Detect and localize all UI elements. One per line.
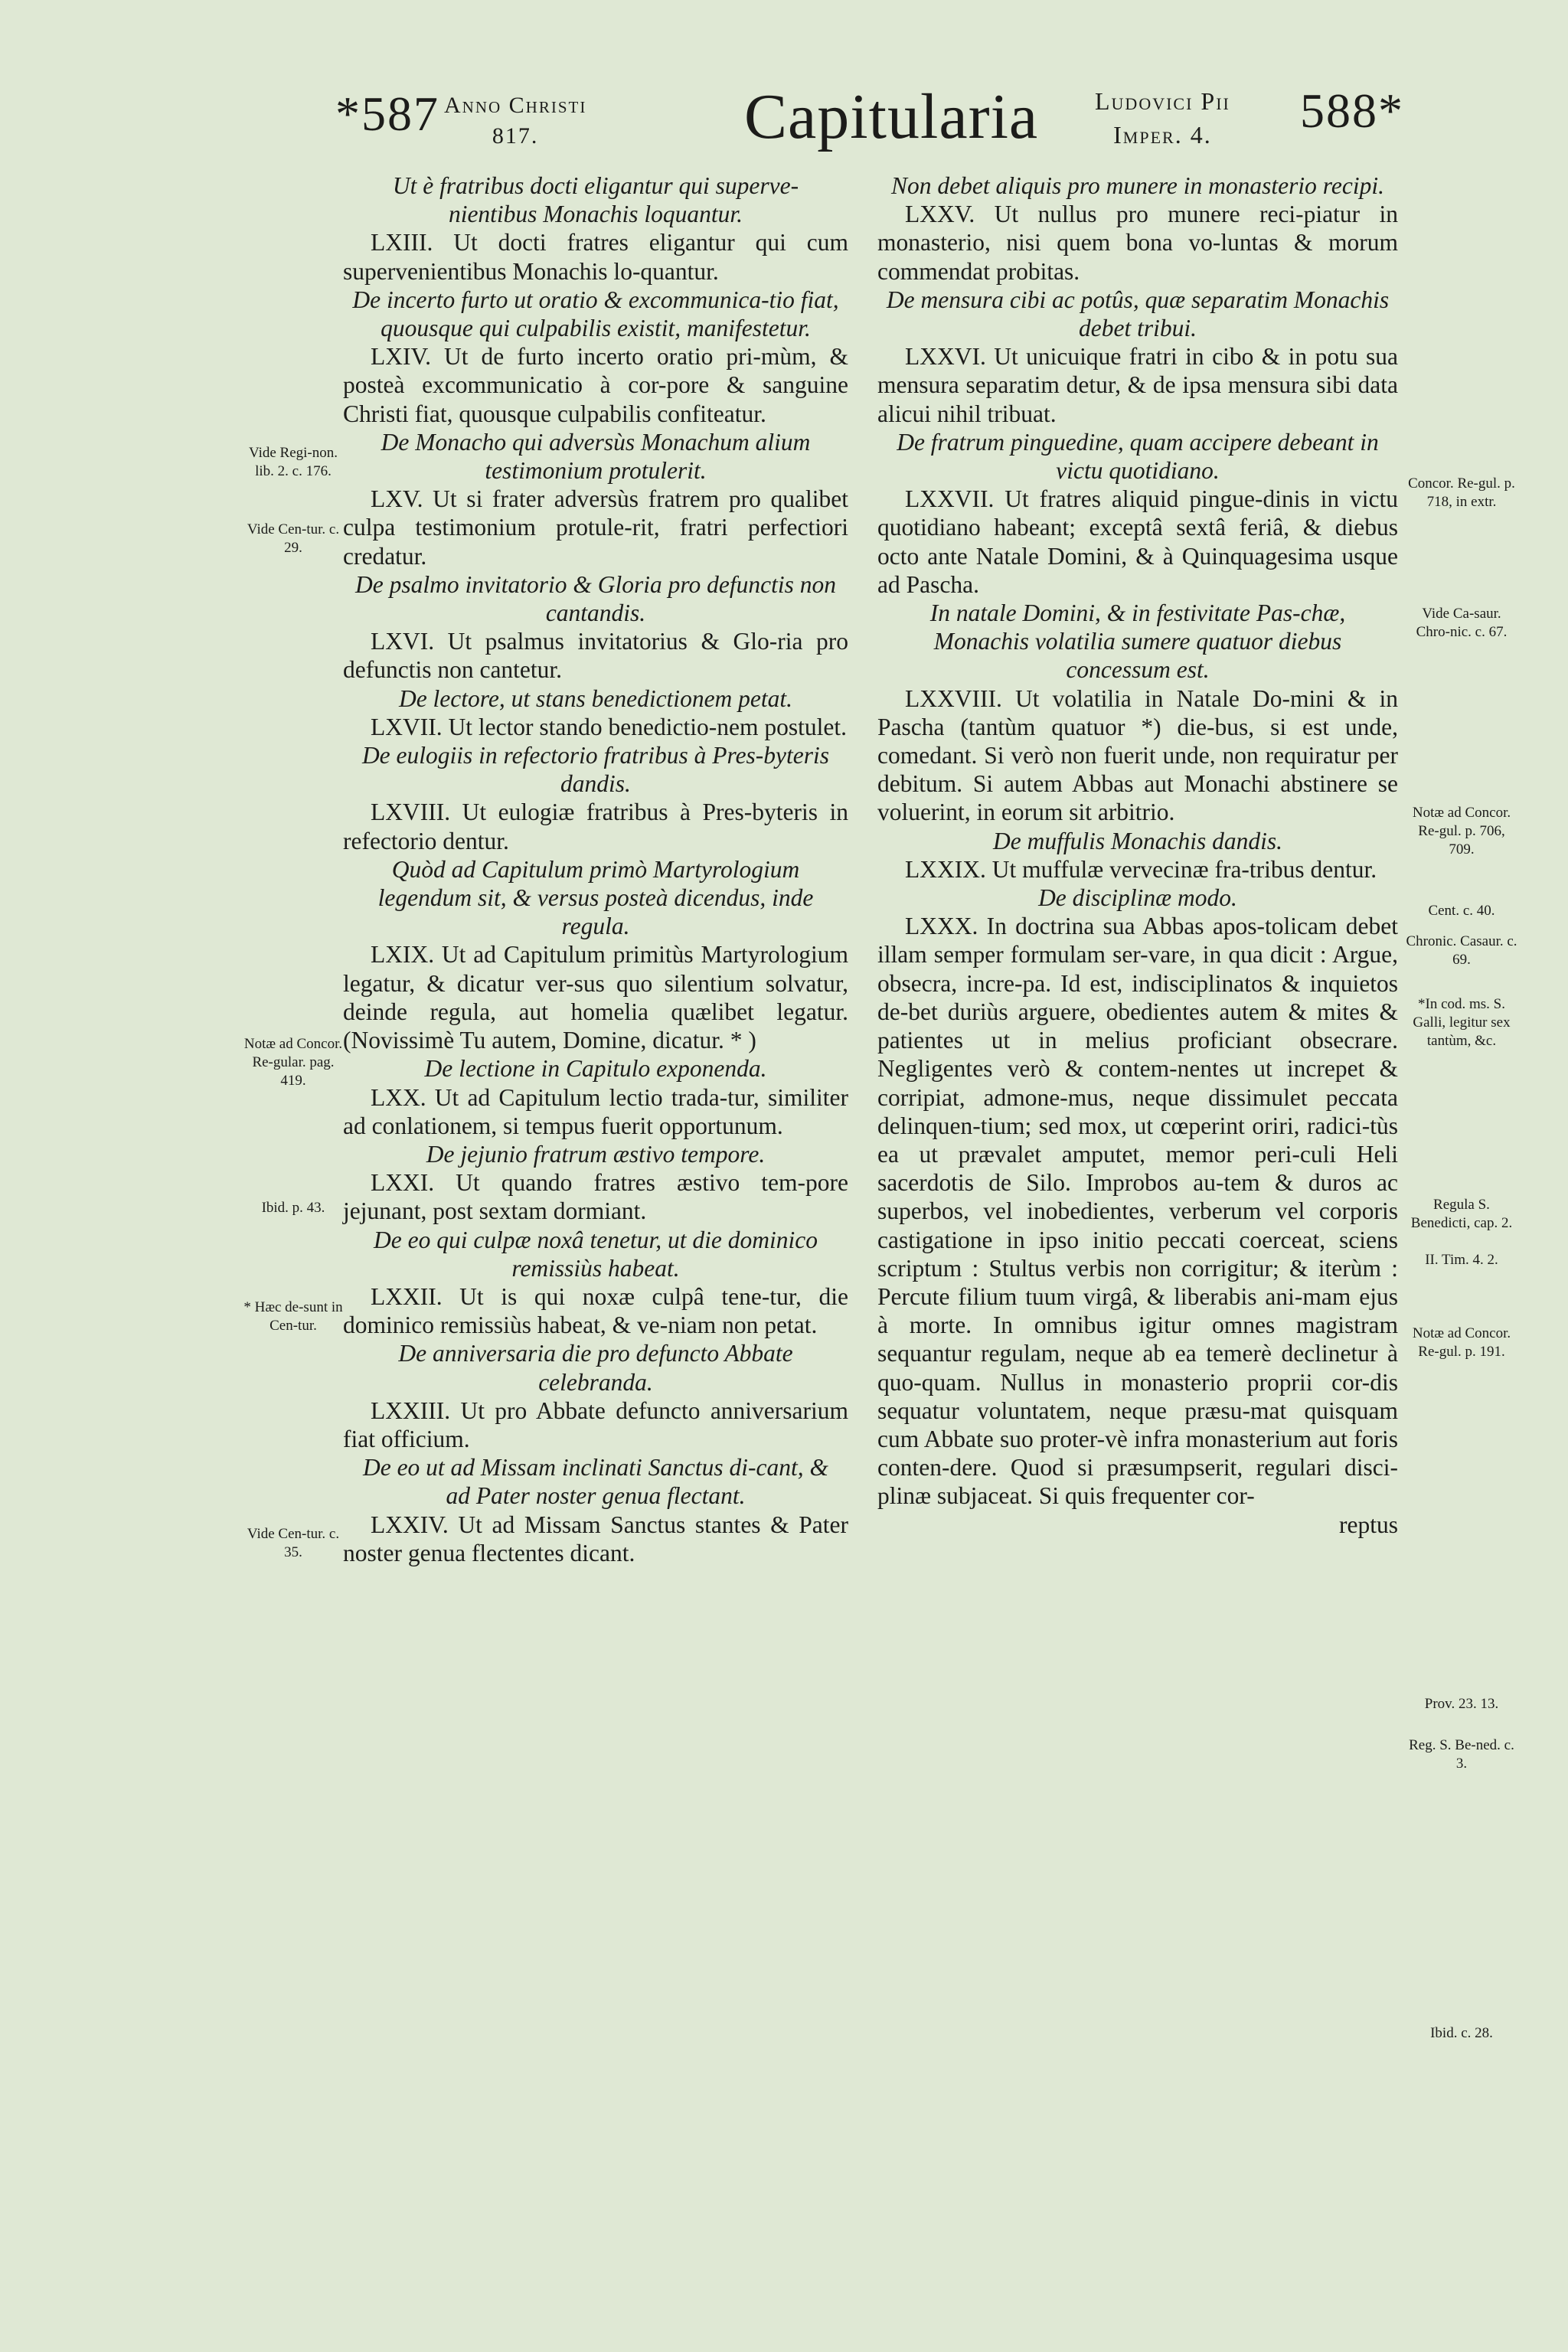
text-column-right xyxy=(877,172,1398,1539)
chapter-paragraph: LXX. Ut ad Capitulum lectio trada-tur, similiter ad conlationem, si tempus fuerit opportunum. xyxy=(343,1083,848,1139)
text-column-left xyxy=(343,172,848,1567)
header-anno-year: 817. xyxy=(492,123,539,149)
margin-note: Notæ ad Concor. Re-gul. p. 191. xyxy=(1412,1325,1511,1360)
chapter-rubric: De muffulis Monachis dandis. xyxy=(993,827,1282,854)
chapter-paragraph: LXXIII. Ut pro Abbate defuncto anniversarium fiat officium. xyxy=(343,1396,848,1452)
chapter-paragraph: LXXI. Ut quando fratres æstivo tem-pore jejunant, post sextam dormiant. xyxy=(343,1169,848,1225)
chapter-paragraph: LXVII. Ut lector stando benedictio-nem postulet. xyxy=(371,713,847,740)
margin-note: Regula S. Benedicti, cap. 2. xyxy=(1410,1197,1513,1231)
chapter-rubric: Ut è fratribus docti eligantur qui superve-nientibus Monachis loquantur. xyxy=(392,172,799,228)
chapter-paragraph: LXIV. Ut de furto incerto oratio pri-mùm, & posteà excommunicatio à cor-pore & sanguine Christi fiat, quousque culpabilis confiteatur. xyxy=(343,343,848,427)
margin-note: Chronic. Casaur. c. 69. xyxy=(1406,933,1517,968)
chapter-rubric: De psalmo invitatorio & Gloria pro defunctis non cantandis. xyxy=(355,570,836,627)
chapter-paragraph: LXXV. Ut nullus pro munere reci-piatur in monasterio, nisi quem bona vo-luntas & morum commendat probitas. xyxy=(877,201,1398,285)
chapter-paragraph: LXV. Ut si frater adversùs fratrem pro qualibet culpa testimonium protule-rit, fratri perfectiori credatur. xyxy=(343,485,848,570)
chapter-rubric: De incerto furto ut oratio & excommunica-tio fiat, quousque qui culpabilis existit, manifestetur. xyxy=(352,286,839,342)
chapter-paragraph: LXVIII. Ut eulogiæ fratribus à Pres-byteris in refectorio dentur. xyxy=(343,799,848,854)
margin-note: Notæ ad Concor. Re-gul. p. 706, 709. xyxy=(1412,805,1511,858)
margin-note: * Hæc de-sunt in Cen-tur. xyxy=(243,1299,343,1334)
chapter-rubric: De fratrum pinguedine, quam accipere debeant in victu quotidiano. xyxy=(897,428,1379,485)
chapter-rubric: De eulogiis in refectorio fratribus à Pres-byteris dandis. xyxy=(361,742,830,798)
chapter-rubric: De lectione in Capitulo exponenda. xyxy=(424,1055,767,1083)
chapter-rubric: De disciplinæ modo. xyxy=(1038,884,1237,912)
chapter-paragraph: LXXVI. Ut unicuique fratri in cibo & in potu sua mensura separatim detur, & de ipsa mensura sibi data alicui nihil tribuat. xyxy=(877,343,1398,427)
chapter-rubric: De jejunio fratrum æstivo tempore. xyxy=(426,1140,766,1168)
chapter-rubric: Non debet aliquis pro munere in monasterio recipi. xyxy=(891,172,1384,199)
page-number-left: *587 xyxy=(335,87,439,141)
chapter-paragraph: LXXX. In doctrina sua Abbas apos-tolicam debet illam semper formulam ser-vare, in qua dicit : Argue, obsecra, incre-pa. Id est, indisciplinatos & inquietos de-bet duriùs arguere, obedientes autem & mites & patientes ut in melius proficiant obsecrare. Negligentes verò & contem-nentes ut increpet & corripiat, admone-mus, neque dissimulet peccata delinquen-tium; sed mox, ut cœperint oriri, radici-tùs ea ut prævalet amputet, memor peri-culi Heli sacerdotis de Silo. Improbos au-tem & duros ac superbos, vel inobedientes, verberum vel corporis castigatione in ipso initio peccati coerceat, sciens scriptum : Stultus verbis non corrigitur; & iterùm : Percute filium tuum virgâ, & liberabis ani-mam ejus à morte. In omnibus igitur omnes magistram sequantur regulam, neque ab ea temerè declinetur à quo-quam. Nullus in monasterio proprii cor-dis sequatur voluntatem, neque præsu-mat quisquam cum Abbate suo proter-vè infra monasterium aut foris conten-dere. Quod si præsumpserit, regulari disci-plinæ subjaceat. Si quis frequenter cor- xyxy=(877,913,1398,1510)
chapter-rubric: In natale Domini, & in festivitate Pas-chæ, Monachis volatilia sumere quatuor diebus concessum est. xyxy=(929,599,1346,684)
chapter-paragraph: LXXIV. Ut ad Missam Sanctus stantes & Pater noster genua flectentes dicant. xyxy=(343,1511,848,1566)
margin-note: Ibid. c. 28. xyxy=(1430,2025,1493,2041)
header-emperor xyxy=(1095,84,1230,152)
header-year xyxy=(444,90,586,152)
chapter-paragraph: LXVI. Ut psalmus invitatorius & Glo-ria pro defunctis non cantetur. xyxy=(343,628,848,684)
margin-note: *In cod. ms. S. Galli, legitur sex tantùm, &c. xyxy=(1413,996,1511,1049)
chapter-rubric: Quòd ad Capitulum primò Martyrologium legendum sit, & versus posteà dicendus, inde regula. xyxy=(377,855,814,940)
margin-note: Concor. Re-gul. p. 718, in extr. xyxy=(1408,475,1515,510)
header-anno-label: Anno Christi xyxy=(444,93,587,118)
header-emperor-name: Ludovici Pii xyxy=(1095,87,1230,115)
margin-note: Cent. c. 40. xyxy=(1428,903,1495,919)
margin-note: Ibid. p. 43. xyxy=(261,1200,325,1216)
page-number-right: 588* xyxy=(1300,83,1404,138)
margin-note: Notæ ad Concor. Re-gular. pag. 419. xyxy=(243,1036,343,1089)
chapter-rubric: De lectore, ut stans benedictionem petat. xyxy=(398,684,793,712)
chapter-rubric: De anniversaria die pro defuncto Abbate celebranda. xyxy=(398,1340,793,1396)
chapter-paragraph: LXIX. Ut ad Capitulum primitùs Martyrologium legatur, & dicatur ver-sus quo silentium solvatur, deinde regula, aut homelia quælibet legatur. (Novissimè Tu autem, Domine, dicatur. * ) xyxy=(343,941,848,1054)
chapter-paragraph: LXIII. Ut docti fratres eligantur qui cum supervenientibus Monachis lo-quantur. xyxy=(343,229,848,285)
chapter-paragraph: LXXIX. Ut muffulæ vervecinæ fra-tribus dentur. xyxy=(905,855,1377,883)
chapter-rubric: De Monacho qui adversùs Monachum alium testimonium protulerit. xyxy=(381,428,811,485)
header-emperor-year: Imper. 4. xyxy=(1113,121,1212,149)
chapter-paragraph: LXXVII. Ut fratres aliquid pingue-dinis in victu quotidiano habeant; exceptâ sextâ feriâ, & diebus octo ante Natale Domini, & à Quinquagesima usque ad Pascha. xyxy=(877,485,1398,598)
chapter-rubric: De eo ut ad Missam inclinati Sanctus di-cant, & ad Pater noster genua flectant. xyxy=(362,1454,829,1510)
running-title: Capitularia xyxy=(744,81,1039,152)
margin-note: Vide Cen-tur. c. 35. xyxy=(247,1526,340,1560)
margin-note: Reg. S. Be-ned. c. 3. xyxy=(1409,1737,1514,1772)
chapter-rubric: De eo qui culpæ noxâ tenetur, ut die dominico remissiùs habeat. xyxy=(373,1226,818,1282)
chapter-paragraph: LXXVIII. Ut volatilia in Natale Do-mini & in Pascha (tantùm quatuor *) die-bus, si est unde, comedant. Si verò non fuerit unde, non requiratur per debitum. Si autem Abbas aut Monachi abstinere se voluerint, in eorum sit arbitrio. xyxy=(877,684,1398,826)
margin-note: Vide Cen-tur. c. 29. xyxy=(247,521,340,556)
margin-note: II. Tim. 4. 2. xyxy=(1425,1252,1498,1268)
catchword: reptus xyxy=(1339,1511,1398,1538)
margin-note: Vide Regi-non. lib. 2. c. 176. xyxy=(248,445,338,479)
margin-note: Prov. 23. 13. xyxy=(1424,1696,1499,1712)
chapter-paragraph: LXXII. Ut is qui noxæ culpâ tene-tur, die dominico remissiùs habeat, & ve-niam non petat. xyxy=(343,1282,848,1339)
margin-note: Vide Ca-saur. Chro-nic. c. 67. xyxy=(1416,606,1508,640)
chapter-rubric: De mensura cibi ac potûs, quæ separatim Monachis debet tribui. xyxy=(886,286,1390,342)
